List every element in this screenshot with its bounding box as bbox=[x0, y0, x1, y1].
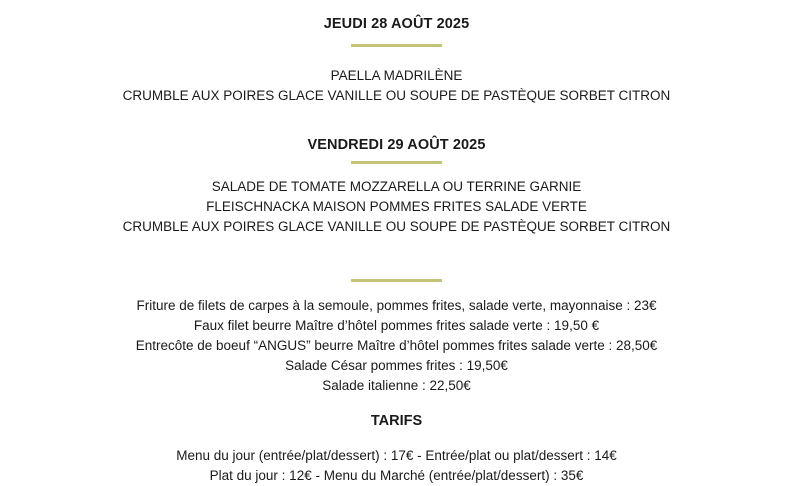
tarif-line: Menu du jour (entrée/plat/dessert) : 17€ - Entrée/plat ou plat/dessert : 14€ bbox=[176, 448, 617, 463]
tarifs-title: TARIFS bbox=[370, 413, 423, 429]
divider-rule bbox=[351, 161, 442, 164]
carte-item: Entrecôte de boeuf “ANGUS” beurre Maître d’hôtel pommes frites salade verte : 28,50€ bbox=[135, 338, 658, 353]
carte-item: Faux filet beurre Maître d’hôtel pommes frites salade verte : 19,50 € bbox=[193, 318, 600, 333]
menu-item: CRUMBLE AUX POIRES GLACE VANILLE OU SOUPE DE PASTÈQUE SORBET CITRON bbox=[122, 219, 671, 234]
menu-item: FLEISCHNACKA MAISON POMMES FRITES SALADE VERTE bbox=[206, 199, 587, 214]
day-title-thursday: JEUDI 28 AOÛT 2025 bbox=[323, 16, 470, 32]
menu-item: CRUMBLE AUX POIRES GLACE VANILLE OU SOUPE DE PASTÈQUE SORBET CITRON bbox=[122, 88, 671, 103]
divider-rule bbox=[351, 44, 442, 47]
menu-item: SALADE DE TOMATE MOZZARELLA OU TERRINE GARNIE bbox=[211, 179, 582, 194]
divider-rule bbox=[351, 279, 442, 282]
carte-item: Friture de filets de carpes à la semoule, pommes frites, salade verte, mayonnaise : 23€ bbox=[136, 298, 657, 313]
carte-item: Salade italienne : 22,50€ bbox=[322, 378, 471, 393]
menu-item: PAELLA MADRILÈNE bbox=[330, 68, 463, 83]
carte-item: Salade César pommes frites : 19,50€ bbox=[285, 358, 508, 373]
day-title-friday: VENDREDI 29 AOÛT 2025 bbox=[307, 137, 486, 153]
tarif-line: Plat du jour : 12€ - Menu du Marché (entrée/plat/dessert) : 35€ bbox=[209, 468, 584, 483]
